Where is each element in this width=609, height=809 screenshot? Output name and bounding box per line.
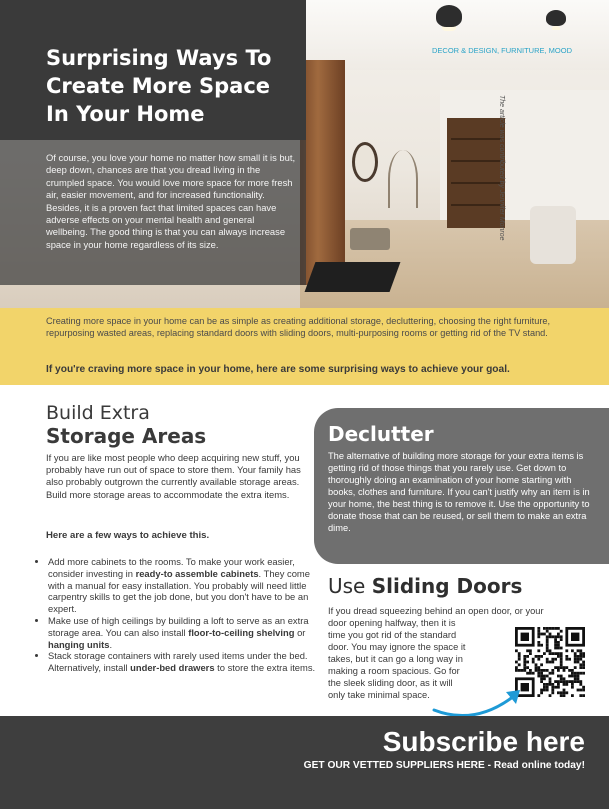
tip-link[interactable]: hanging units (48, 638, 110, 650)
list-item (48, 650, 320, 674)
tip-text: or (294, 626, 306, 638)
storage-heading-line2: Storage Areas (46, 424, 207, 448)
storage-subheading: Here are a few ways to achieve this. (46, 530, 210, 541)
list-item (48, 615, 320, 650)
tip-text: . They come with a manual for easy installation. You probably will need little carpentry skills to get the job done, but you don't have to be an expert. (48, 567, 310, 615)
sliding-line: only take minimal space. (328, 690, 430, 700)
sliding-heading (328, 574, 522, 598)
subscribe-link[interactable]: Subscribe here (382, 726, 585, 757)
tip-text: Make use of high ceilings by building a loft to serve as an extra storage area. You can also install (48, 614, 309, 638)
sliding-line: the sleek sliding door, as it will (328, 678, 453, 688)
pendant-lamp-icon (436, 5, 462, 27)
photo-armchair (530, 206, 576, 264)
photo-dried-plant (388, 150, 418, 208)
category-tags[interactable]: DECOR & DESIGN, FURNITURE, MOOD (432, 46, 573, 55)
tip-text: Stack storage containers with rarely used items under the bed. Alternatively, install (48, 650, 308, 674)
sliding-line: time you got rid of the standard (328, 630, 457, 640)
photo-rug (305, 262, 401, 292)
sliding-line: door. You may ignore the space it (328, 642, 466, 652)
sliding-line: takes, but it can go a long way in (328, 654, 463, 664)
photo-credit: The article was contributed by Jennifer Monroe (498, 95, 505, 241)
page-title (46, 44, 296, 128)
declutter-heading: Declutter (328, 422, 434, 446)
tip-text: Add more cabinets to the rooms. To make your work easier, consider investing in (48, 556, 295, 579)
declutter-panel (314, 408, 609, 564)
suppliers-link[interactable]: GET OUR VETTED SUPPLIERS HERE - Read online today! (303, 760, 585, 771)
title-line: In Your Home (46, 102, 205, 126)
sliding-line: If you dread squeezing behind an open door, or your (328, 606, 544, 616)
list-item (48, 556, 320, 615)
storage-body: If you are like most people who deep acquiring new stuff, you probably have run out of space to store them. Your family has also probably outgrown the currently available storage areas. Build more storage areas to accommodate the extra items. (46, 452, 301, 500)
title-line: Surprising Ways To (46, 46, 272, 70)
storage-tips-list (36, 556, 320, 674)
tip-link[interactable]: under-bed drawers (130, 662, 215, 674)
photo-wooden-door (300, 60, 345, 285)
pendant-lamp-icon (546, 10, 566, 26)
summary-text: Creating more space in your home can be as simple as creating additional storage, decluttering, choosing the right furniture, repurposing wasted areas, replacing standard doors with sliding doors, multi-purposing rooms or getting rid of the TV stand. (46, 316, 551, 338)
photo-bench (350, 228, 390, 250)
declutter-body: The alternative of building more storage for your extra items is getting rid of those things that you rarely use. Get down to thoroughly doing an examination of your home starting with books, clothes and furniture. If you can't justify why an item is in your home, the best thing is to remove it. Use the opportunity to donate those that can be reused, or sell them to make an extra dime. (328, 451, 590, 533)
sliding-heading-bold: Sliding Doors (371, 574, 523, 598)
photo-bookshelf (447, 118, 505, 228)
tip-text: to store the extra items. (214, 662, 316, 674)
curved-arrow-icon (430, 680, 525, 720)
intro-text: Of course, you love your home no matter how small it is but, deep down, chances are that you dread living in the crumpled space. You would love more space for more fresh air, easier movement, and for increased functionality. Besides, it is a proven fact that limited spaces can have adverse effects on your mental health and general wellbeing. The good thing is that you can always increase space in your home regardless of its size. (46, 152, 296, 250)
sliding-line: door opening halfway, then it is (328, 618, 456, 628)
sliding-line: making a room spacious. Go for (328, 666, 460, 676)
title-line: Create More Space (46, 74, 271, 98)
tip-link[interactable]: floor-to-ceiling shelving (188, 626, 295, 638)
qr-code-icon[interactable] (515, 627, 585, 697)
tip-text: . (109, 638, 113, 650)
summary-goal: If you're craving more space in your home, here are some surprising ways to achieve your goal. (46, 364, 510, 375)
photo-round-mirror (352, 142, 378, 182)
sliding-heading-prefix: Use (328, 574, 372, 598)
tip-link[interactable]: ready-to assemble cabinets (135, 567, 259, 579)
storage-heading-line1: Build Extra (46, 402, 150, 424)
